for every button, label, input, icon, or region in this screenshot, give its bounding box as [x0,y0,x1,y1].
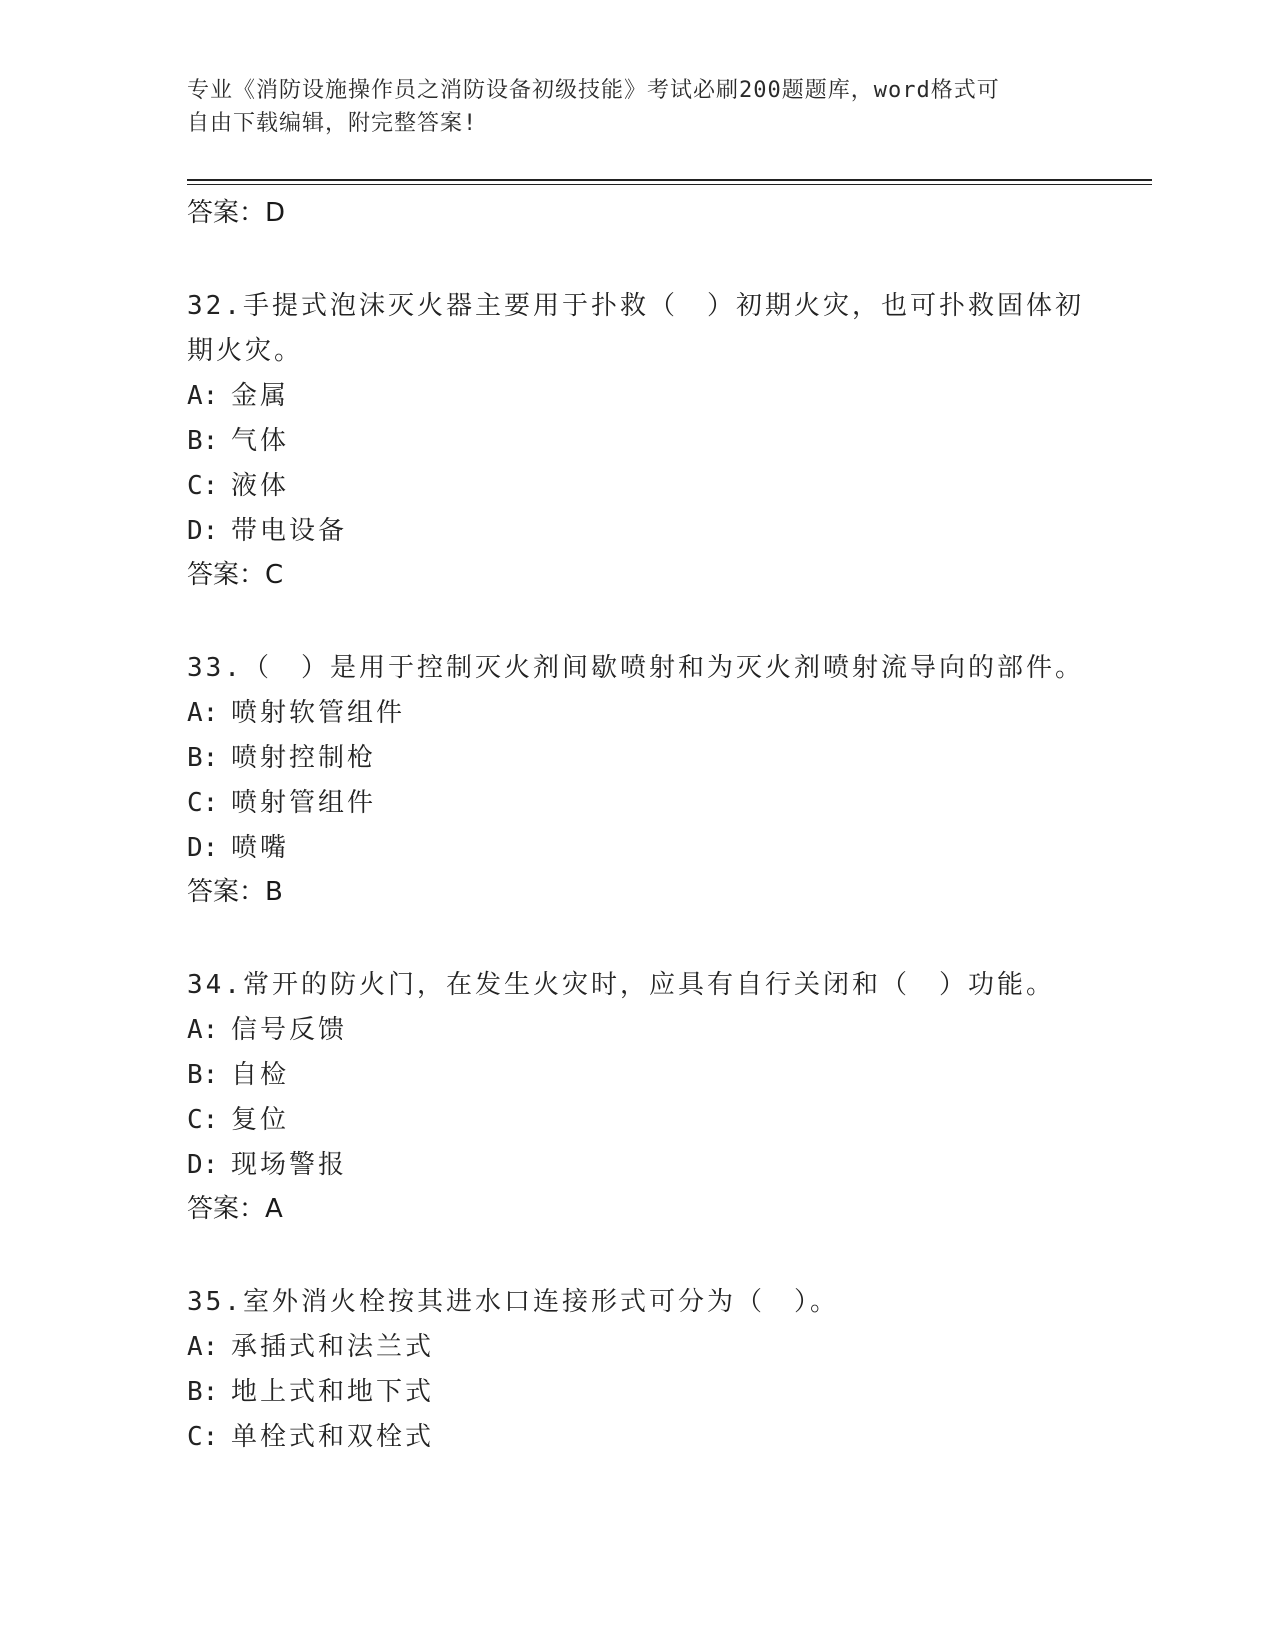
document-body [187,192,1087,1460]
option-text: 喷射管组件 [231,788,377,818]
header-divider-thin [187,184,1152,185]
option-b [187,1370,1087,1415]
question-block [187,284,1087,592]
option-letter: C: [187,1422,219,1452]
option-letter: D: [187,516,219,546]
question-text [187,284,1087,374]
answer-line: 答案：B [187,877,283,907]
option-letter: D: [187,833,219,863]
option-letter: B: [187,1060,219,1090]
answer-line: 答案：D [187,198,286,228]
option-letter: A: [187,1332,219,1362]
option-text: 信号反馈 [231,1015,348,1045]
option-a [187,691,1087,736]
question-text-line: 32.手提式泡沫灭火器主要用于扑救（ ）初期火灾，也可扑救固体初 [187,291,1084,321]
option-text: 金属 [231,381,290,411]
question-block [187,963,1087,1226]
option-a [187,374,1087,419]
option-letter: C: [187,788,219,818]
question-text [187,963,1087,1008]
question-text-line: 33.（ ）是用于控制灭火剂间歇喷射和为灭火剂喷射流导向的部件。 [187,653,1084,683]
question-text [187,1280,1087,1325]
option-text: 喷射控制枪 [231,743,377,773]
question-text-line: 35.室外消火栓按其进水口连接形式可分为（ ）。 [187,1287,839,1317]
option-text: 液体 [231,471,290,501]
header-line-2: 自由下载编辑，附完整答案! [187,111,478,136]
option-text: 自检 [231,1060,290,1090]
option-d [187,1143,1087,1188]
answer-line: 答案：C [187,560,284,590]
option-c [187,1098,1087,1143]
option-a [187,1008,1087,1053]
answer-line: 答案：A [187,1194,283,1224]
option-letter: B: [187,426,219,456]
header-divider-thick [187,179,1152,181]
option-letter: A: [187,381,219,411]
option-text: 复位 [231,1105,290,1135]
option-text: 气体 [231,426,290,456]
option-b [187,736,1087,781]
option-letter: A: [187,698,219,728]
option-d [187,826,1087,871]
option-text: 承插式和法兰式 [231,1332,435,1362]
option-text: 喷射软管组件 [231,698,406,728]
question-block [187,1280,1087,1460]
question-text-line: 34.常开的防火门，在发生火灾时，应具有自行关闭和（ ）功能。 [187,970,1055,1000]
option-b [187,419,1087,464]
question-block [187,646,1087,909]
question-text-line: 期火灾。 [187,336,304,366]
option-letter: A: [187,1015,219,1045]
option-c [187,781,1087,826]
option-b [187,1053,1087,1098]
option-a [187,1325,1087,1370]
header-line-1: 专业《消防设施操作员之消防设备初级技能》考试必刷200题题库，word格式可 [187,78,1000,103]
option-text: 地上式和地下式 [231,1377,435,1407]
option-d [187,509,1087,554]
option-text: 现场警报 [231,1150,348,1180]
option-letter: B: [187,743,219,773]
option-text: 单栓式和双栓式 [231,1422,435,1452]
option-letter: B: [187,1377,219,1407]
option-text: 带电设备 [231,516,348,546]
option-letter: D: [187,1150,219,1180]
question-text [187,646,1087,691]
option-c [187,1415,1087,1460]
option-text: 喷嘴 [231,833,290,863]
document-header [187,74,1067,140]
option-letter: C: [187,1105,219,1135]
option-letter: C: [187,471,219,501]
option-c [187,464,1087,509]
